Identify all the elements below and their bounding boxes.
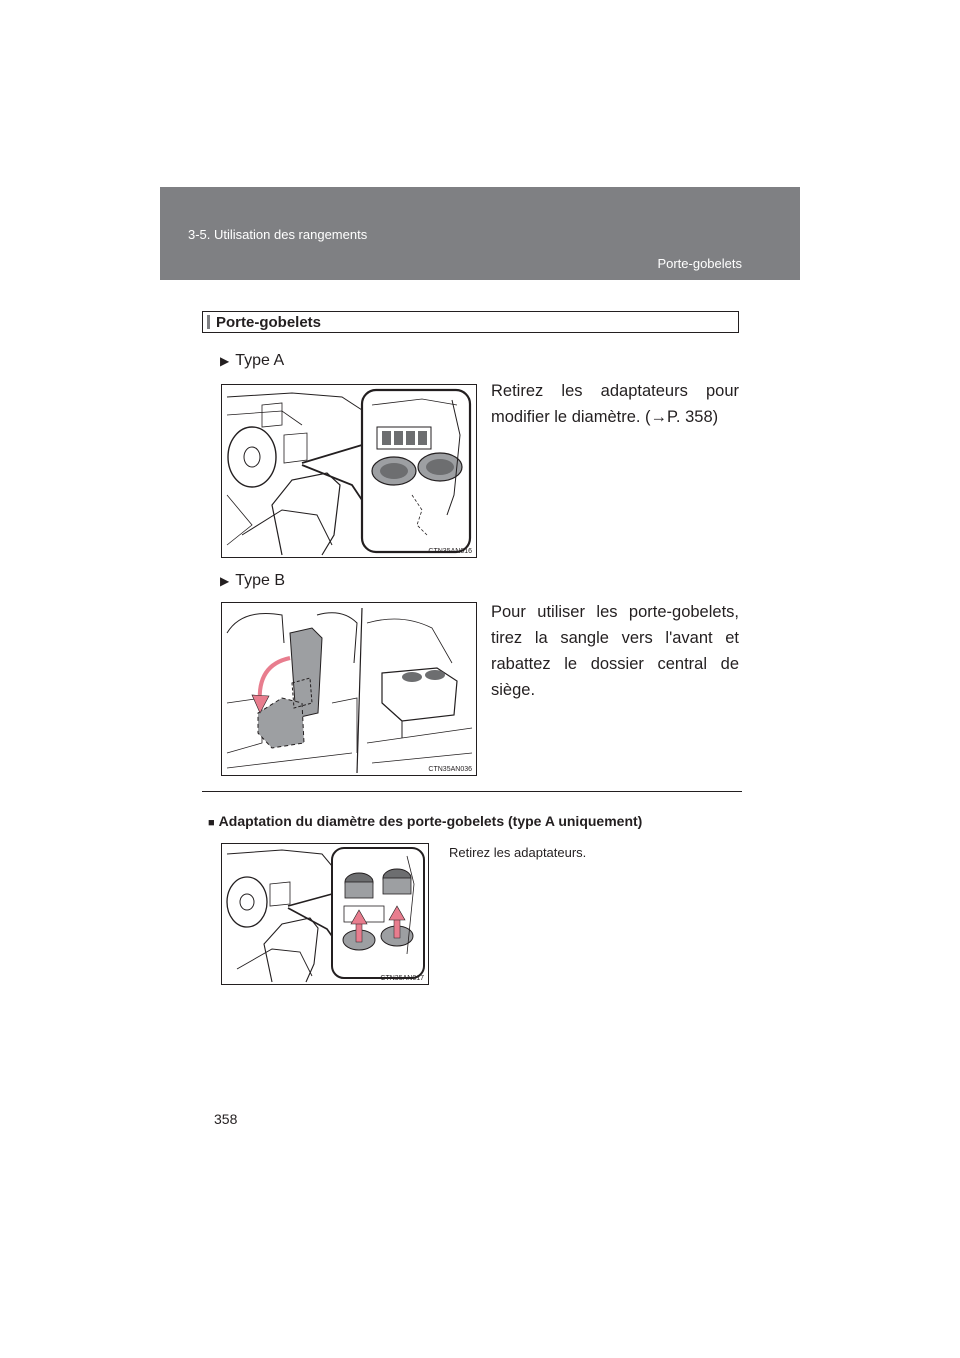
chapter-title: 3-5. Utilisation des rangements [188, 227, 368, 242]
type-b-label [220, 572, 285, 590]
type-b-text: Pour utiliser les porte-gobelets, tirez la sangle vers l'avant et rabattez le dossier central de siège. [491, 603, 739, 699]
subsection-title: Adaptation du diamètre des porte-gobelets (type A uniquement) [218, 813, 643, 829]
title-marker [207, 315, 210, 329]
cupholder-type-b-illustration [222, 603, 476, 775]
figure-type-b [221, 602, 477, 776]
subsection-text: Retirez les adaptateurs. [449, 845, 587, 860]
subsection-heading [208, 813, 642, 829]
type-a-text: Retirez les adaptateurs pour modifier le diamètre. (→P. 358) [491, 382, 739, 426]
cupholder-type-a-illustration [222, 385, 476, 557]
adapter-removal-illustration [222, 844, 428, 984]
square-bullet-icon: ■ [208, 817, 215, 829]
type-a-label [220, 352, 284, 370]
figure-type-a [221, 384, 477, 558]
figure-adapter-removal [221, 843, 429, 985]
figure-code: CTN35AN036 [428, 766, 472, 773]
section-name: Porte-gobelets [657, 256, 742, 271]
page-number: 358 [214, 1111, 238, 1127]
divider-rule [202, 791, 742, 792]
pointer-arrow-icon: ▶ [220, 574, 230, 588]
header-band [160, 187, 800, 280]
section-title: Porte-gobelets [216, 314, 322, 331]
figure-code: CTN35AN016 [428, 548, 472, 555]
figure-code: CTN35AN017 [380, 975, 424, 982]
pointer-arrow-icon: ▶ [220, 354, 230, 368]
type-b-label-text: Type B [235, 572, 286, 589]
section-title-box [202, 311, 739, 333]
type-a-label-text: Type A [235, 352, 285, 369]
